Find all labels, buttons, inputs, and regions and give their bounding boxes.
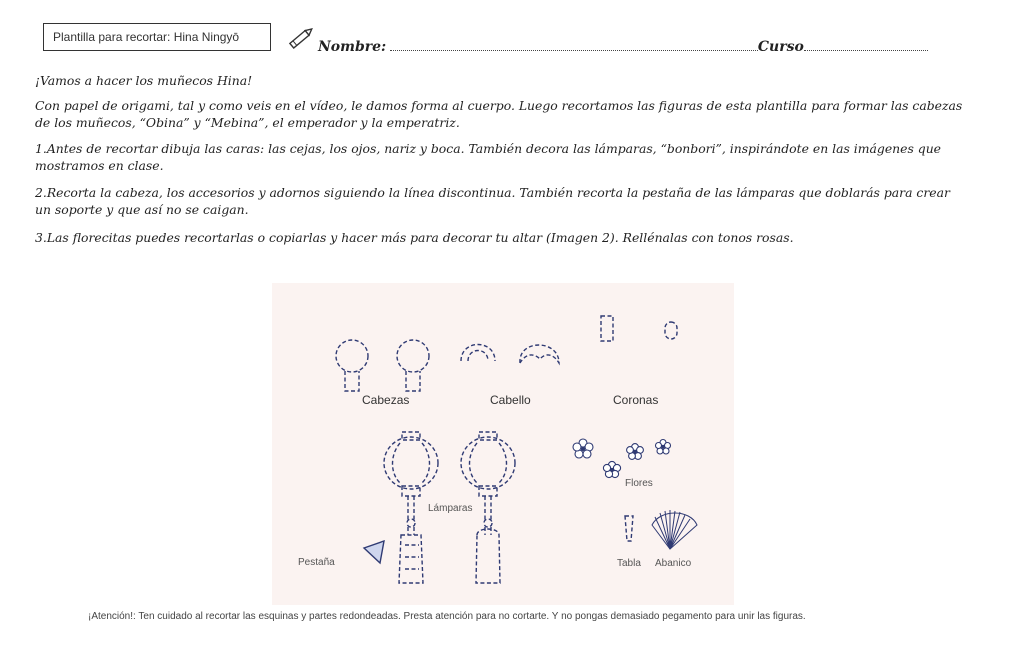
curso-label: Curso <box>757 39 804 55</box>
label-cabezas: Cabezas <box>362 393 410 407</box>
pencil-icon <box>285 22 317 54</box>
attention-note: ¡Atención!: Ten cuidado al recortar las esquinas y partes redondeadas. Presta atención para no cortarte. Y no pongas demasiado pegamento para unir las figuras. <box>88 611 806 622</box>
flower-3 <box>656 440 671 455</box>
label-flores: Flores <box>625 478 653 489</box>
tabla-cutout <box>625 516 633 541</box>
label-cabello: Cabello <box>490 393 531 407</box>
curso-field[interactable] <box>804 38 928 51</box>
flower-4 <box>603 461 620 477</box>
label-abanico: Abanico <box>655 558 692 569</box>
label-tabla: Tabla <box>617 558 641 569</box>
tab-cutout <box>364 541 384 563</box>
label-lamparas: Lámparas <box>428 503 473 514</box>
instruction-paragraph-4: 3.Las florecitas puedes recortarlas o copiarlas y hacer más para decorar tu altar (Imagen 2). Rellénalas con tonos rosas. <box>35 230 794 245</box>
student-info-line <box>318 38 928 58</box>
instruction-paragraph-1: Con papel de origami, tal y como veis en el vídeo, le damos forma al cuerpo. Luego recortamos las figuras de esta plantilla para formar las cabezas de los muñecos, “Obina” y “Mebina”, el emperador y la emperatriz. <box>35 98 963 130</box>
nombre-field[interactable] <box>390 38 758 51</box>
crown-cutout-2 <box>665 322 677 339</box>
instruction-paragraph-2: 1.Antes de recortar dibuja las caras: las cejas, los ojos, nariz y boca. También decora las lámparas, “bonbori”, inspirándote en las imágenes que mostramos en clase. <box>35 141 942 173</box>
instruction-paragraph-3: 2.Recorta la cabeza, los accesorios y adornos siguiendo la línea discontinua. También recorta la pestaña de las lámparas que doblarás para crear un soporte y que así no se caigan. <box>35 185 950 217</box>
template-title: Plantilla para recortar: Hina Ningyō <box>53 30 240 44</box>
flower-cutouts <box>573 439 671 478</box>
head-cutout-1 <box>336 340 368 391</box>
abanico-cutout <box>652 510 697 549</box>
hair-cutout-2 <box>520 345 559 363</box>
cutout-drawings <box>272 283 734 605</box>
template-title-box <box>43 23 271 51</box>
label-pestana: Pestaña <box>298 557 335 568</box>
head-cutout-2 <box>397 340 429 391</box>
label-coronas: Coronas <box>613 393 659 407</box>
hair-cutout-1 <box>461 345 495 362</box>
nombre-label: Nombre: <box>318 39 387 55</box>
flower-2 <box>627 444 644 460</box>
flower-1 <box>573 439 593 458</box>
crown-cutout-1 <box>601 316 613 341</box>
intro-text: ¡Vamos a hacer los muñecos Hina! <box>35 73 253 88</box>
